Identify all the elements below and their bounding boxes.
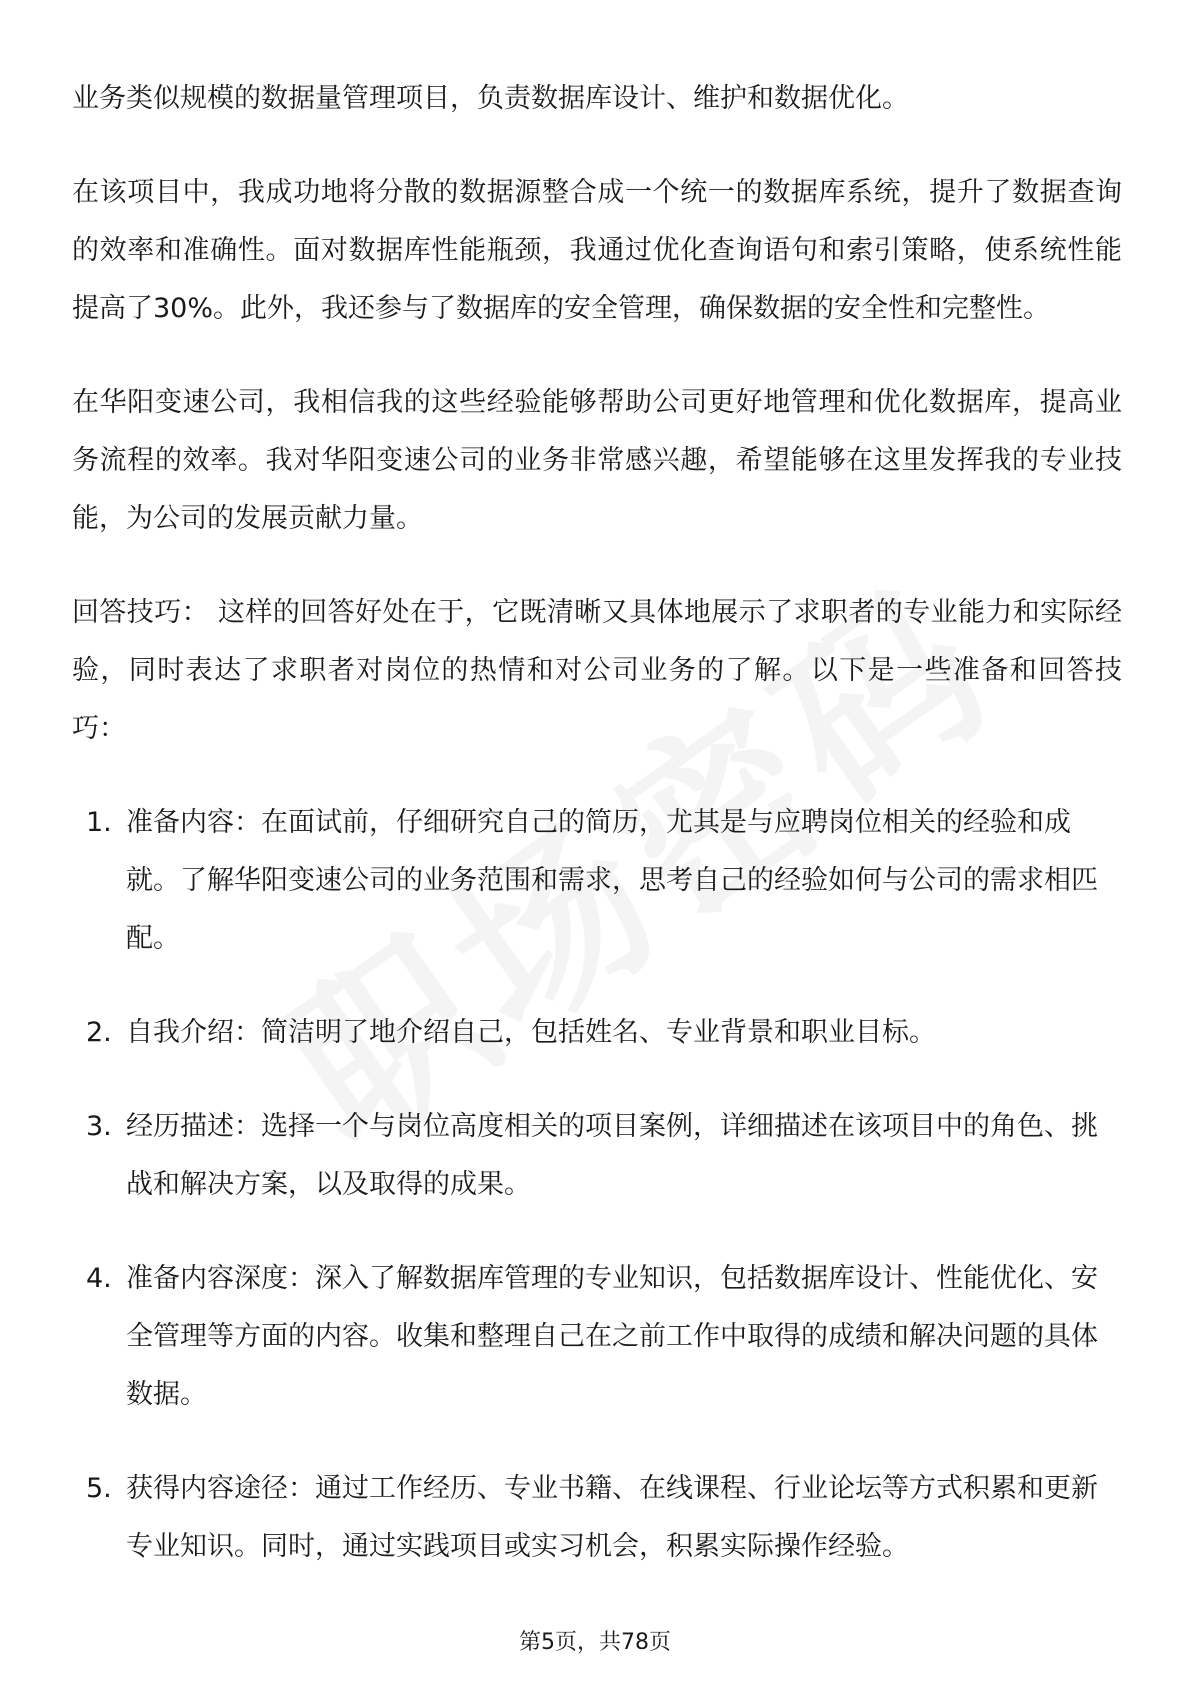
document-body bbox=[72, 70, 1122, 1612]
list-item-text: 经历描述：选择一个与岗位高度相关的项目案例，详细描述在该项目中的角色、挑战和解决方案，以及取得的成果。 bbox=[126, 1111, 1098, 1200]
tips-list bbox=[72, 794, 1122, 1576]
paragraph-company-fit: 在华阳变速公司，我相信我的这些经验能够帮助公司更好地管理和优化数据库，提高业务流程的效率。我对华阳变速公司的业务非常感兴趣，希望能够在这里发挥我的专业技能，为公司的发展贡献力量。 bbox=[72, 387, 1122, 534]
list-item bbox=[72, 1250, 1122, 1424]
paragraph-project-details: 在该项目中，我成功地将分散的数据源整合成一个统一的数据库系统，提升了数据查询的效率和准确性。面对数据库性能瓶颈，我通过优化查询语句和索引策略，使系统性能提高了30%。此外，我还参与了数据库的安全管理，确保数据的安全性和完整性。 bbox=[72, 177, 1122, 324]
list-number: 4. bbox=[86, 1263, 112, 1294]
list-item bbox=[72, 1098, 1122, 1214]
page-footer: 第5页，共78页 bbox=[519, 1630, 671, 1655]
list-item bbox=[72, 1004, 1122, 1062]
paragraph-answer-tips: 回答技巧： 这样的回答好处在于，它既清晰又具体地展示了求职者的专业能力和实际经验，同时表达了求职者对岗位的热情和对公司业务的了解。以下是一些准备和回答技巧： bbox=[72, 597, 1122, 744]
list-item-text: 准备内容：在面试前，仔细研究自己的简历，尤其是与应聘岗位相关的经验和成就。了解华阳变速公司的业务范围和需求，思考自己的经验如何与公司的需求相匹配。 bbox=[126, 807, 1098, 954]
list-item-text: 准备内容深度：深入了解数据库管理的专业知识，包括数据库设计、性能优化、安全管理等方面的内容。收集和整理自己在之前工作中取得的成绩和解决问题的具体数据。 bbox=[126, 1263, 1098, 1410]
list-number: 2. bbox=[86, 1017, 112, 1048]
list-number: 3. bbox=[86, 1111, 112, 1142]
list-number: 1. bbox=[86, 807, 112, 838]
list-number: 5. bbox=[86, 1473, 112, 1504]
list-item bbox=[72, 794, 1122, 968]
paragraph-project-intro: 业务类似规模的数据量管理项目，负责数据库设计、维护和数据优化。 bbox=[72, 83, 909, 114]
list-item bbox=[72, 1460, 1122, 1576]
list-item-text: 获得内容途径：通过工作经历、专业书籍、在线课程、行业论坛等方式积累和更新专业知识。同时，通过实践项目或实习机会，积累实际操作经验。 bbox=[126, 1473, 1098, 1562]
list-item-text: 自我介绍：简洁明了地介绍自己，包括姓名、专业背景和职业目标。 bbox=[126, 1017, 936, 1048]
